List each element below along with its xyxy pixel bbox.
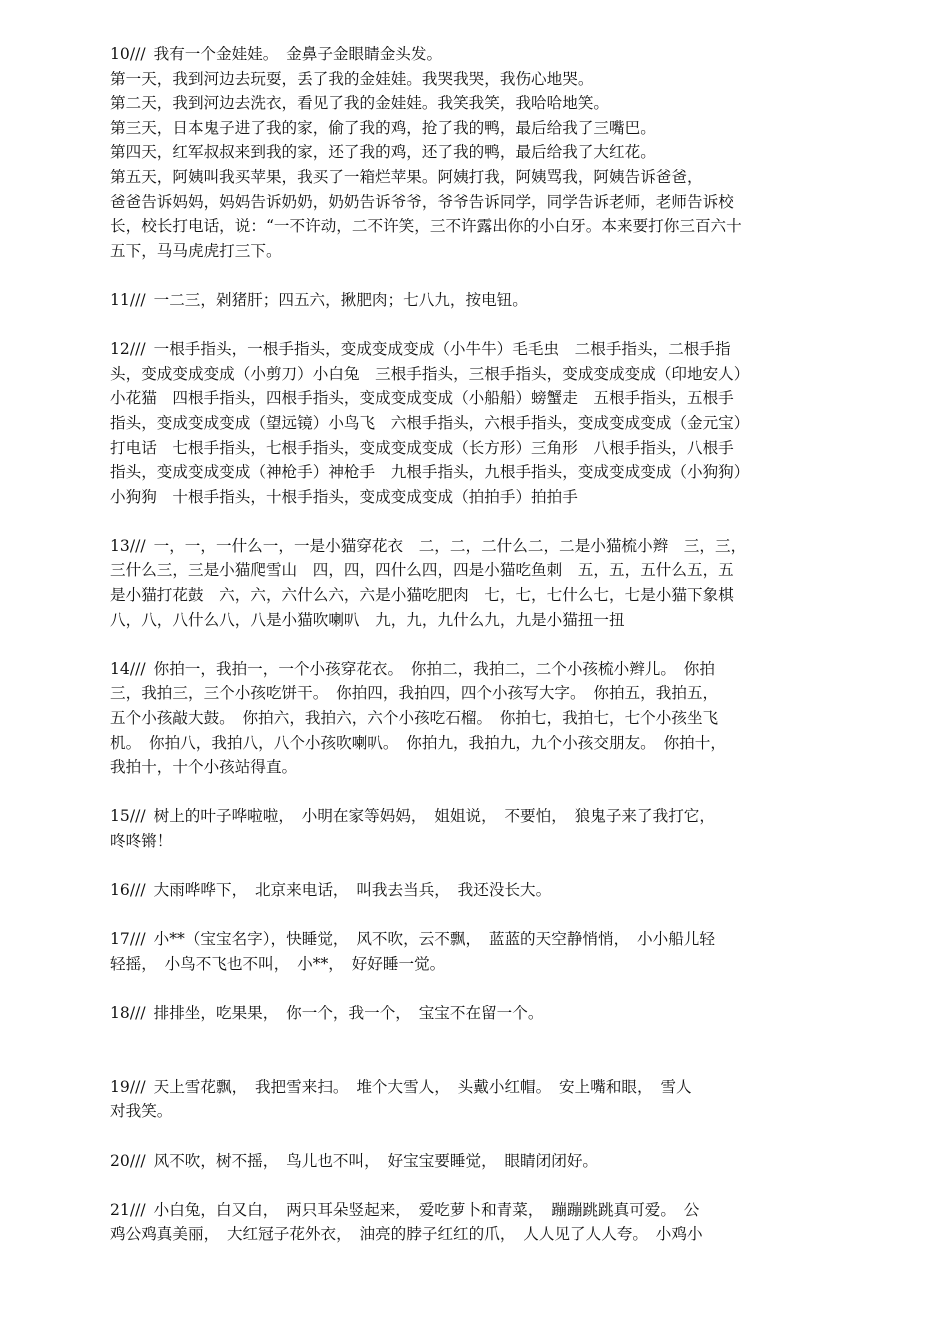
rhyme-line: 五下，马马虎虎打三下。 <box>110 241 282 260</box>
entry-number: 13/// <box>110 536 146 555</box>
rhyme-19 <box>110 1075 882 1124</box>
rhyme-line: 三什么三，三是小猫爬雪山 四，四，四什么四，四是小猫吃鱼刺 五，五，五什么五，五 <box>110 561 734 580</box>
rhyme-18 <box>110 1001 882 1026</box>
rhyme-line: 指头，变成变成变成（神枪手）神枪手 九根手指头，九根手指头，变成变成变成（小狗狗） <box>110 463 750 482</box>
rhyme-line: 第三天，日本鬼子进了我的家，偷了我的鸡，抢了我的鸭，最后给我了三嘴巴。 <box>110 118 656 137</box>
rhyme-line: 小狗狗 十根手指头，十根手指头，变成变成变成（拍拍手）拍拍手 <box>110 487 578 506</box>
rhyme-12 <box>110 337 882 509</box>
rhyme-line: 打电话 七根手指头，七根手指头，变成变成变成（长方形）三角形 八根手指头，八根手 <box>110 438 734 457</box>
rhyme-line: 五个小孩敲大鼓。 你拍六，我拍六，六个小孩吃石榴。 你拍七，我拍七，七个小孩坐飞 <box>110 709 719 728</box>
rhyme-line: 我拍十，十个小孩站得直。 <box>110 758 298 777</box>
rhyme-line: 对我笑。 <box>110 1102 173 1121</box>
rhyme-14 <box>110 657 882 780</box>
rhyme-line: 轻摇， 小鸟不飞也不叫， 小**， 好好睡一觉。 <box>110 954 446 973</box>
rhyme-11 <box>110 288 882 313</box>
rhyme-line: 第二天，我到河边去洗衣，看见了我的金娃娃。我笑我笑，我哈哈地笑。 <box>110 94 610 113</box>
entry-number: 21/// <box>110 1200 146 1219</box>
rhyme-line: 爸爸告诉妈妈，妈妈告诉奶奶，奶奶告诉爷爷，爷爷告诉同学，同学告诉老师，老师告诉校 <box>110 192 734 211</box>
rhyme-line: 你拍一，我拍一，一个小孩穿花衣。 你拍二，我拍二，二个小孩梳小辫儿。 你拍 <box>153 659 715 678</box>
rhyme-line: 一根手指头，一根手指头，变成变成变成（小牛牛）毛毛虫 二根手指头，二根手指 <box>153 340 731 359</box>
rhyme-line: 第五天，阿姨叫我买苹果，我买了一箱烂苹果。阿姨打我，阿姨骂我，阿姨告诉爸爸， <box>110 167 703 186</box>
rhyme-line: 大雨哗哗下， 北京来电话， 叫我去当兵， 我还没长大。 <box>153 881 552 900</box>
entry-number: 16/// <box>110 881 146 900</box>
rhyme-line: 第四天，红军叔叔来到我的家，还了我的鸡，还了我的鸭，最后给我了大红花。 <box>110 143 656 162</box>
rhyme-17 <box>110 927 882 976</box>
rhyme-line: 鸡公鸡真美丽， 大红冠子花外衣， 油亮的脖子红红的爪， 人人见了人人夸。 小鸡小 <box>110 1225 703 1244</box>
rhyme-15 <box>110 804 882 853</box>
document-page <box>110 42 882 1272</box>
rhyme-line: 机。 你拍八，我拍八，八个小孩吹喇叭。 你拍九，我拍九，九个小孩交朋友。 你拍十， <box>110 733 726 752</box>
entry-number: 11/// <box>110 290 146 309</box>
rhyme-line: 小白兔，白又白， 两只耳朵竖起来， 爱吃萝卜和青菜， 蹦蹦跳跳真可爱。 公 <box>153 1200 700 1219</box>
rhyme-line: 八，八，八什么八，八是小猫吹喇叭 九，九，九什么九，九是小猫扭一扭 <box>110 610 625 629</box>
rhyme-line: 我有一个金娃娃。 金鼻子金眼睛金头发。 <box>153 45 443 63</box>
rhyme-21 <box>110 1198 882 1247</box>
rhyme-line: 树上的叶子哗啦啦， 小明在家等妈妈， 姐姐说， 不要怕， 狼鬼子来了我打它， <box>153 807 715 826</box>
entry-number: 18/// <box>110 1004 146 1023</box>
entry-number: 17/// <box>110 930 146 949</box>
rhyme-line: 排排坐，吃果果， 你一个，我一个， 宝宝不在留一个。 <box>153 1004 544 1023</box>
rhyme-20 <box>110 1149 882 1174</box>
entry-number: 14/// <box>110 659 146 678</box>
rhyme-line: 是小猫打花鼓 六，六，六什么六，六是小猫吃肥肉 七，七，七什么七，七是小猫下象棋 <box>110 586 734 605</box>
entry-number: 15/// <box>110 807 146 826</box>
rhyme-line: 三，我拍三，三个小孩吃饼干。 你拍四，我拍四，四个小孩写大字。 你拍五，我拍五， <box>110 684 719 703</box>
rhyme-line: 第一天，我到河边去玩耍，丢了我的金娃娃。我哭我哭，我伤心地哭。 <box>110 69 594 88</box>
rhyme-line: 一，一，一什么一，一是小猫穿花衣 二，二，二什么二，二是小猫梳小辫 三，三， <box>153 536 747 555</box>
rhyme-line: 风不吹，树不摇， 鸟儿也不叫， 好宝宝要睡觉， 眼睛闭闭好。 <box>153 1151 599 1170</box>
rhyme-line: 长，校长打电话，说：“一不许动，二不许笑，三不许露出你的小白牙。本来要打你三百六十 <box>110 217 742 236</box>
rhyme-line: 指头，变成变成变成（望远镜）小鸟飞 六根手指头，六根手指头，变成变成变成（金元宝） <box>110 413 750 432</box>
entry-number: 19/// <box>110 1077 146 1096</box>
rhyme-line: 一二三，剁猪肝；四五六，揪肥肉；七八九，按电钮。 <box>153 290 528 309</box>
rhyme-line: 天上雪花飘， 我把雪来扫。 堆个大雪人， 头戴小红帽。 安上嘴和眼， 雪人 <box>153 1077 692 1096</box>
rhyme-13 <box>110 534 882 632</box>
rhyme-line: 小花猫 四根手指头，四根手指头，变成变成变成（小船船）螃蟹走 五根手指头，五根手 <box>110 389 734 408</box>
rhyme-16 <box>110 878 882 903</box>
rhyme-line: 头，变成变成变成（小剪刀）小白兔 三根手指头，三根手指头，变成变成变成（印地安人） <box>110 364 750 383</box>
rhyme-10 <box>110 42 882 263</box>
entry-number: 10/// <box>110 45 146 63</box>
entry-number: 20/// <box>110 1151 146 1170</box>
entry-number: 12/// <box>110 340 146 359</box>
rhyme-line: 小**（宝宝名字），快睡觉， 风不吹，云不飘， 蓝蓝的天空静悄悄， 小小船儿轻 <box>153 930 715 949</box>
rhyme-line: 咚咚锵！ <box>110 832 173 850</box>
